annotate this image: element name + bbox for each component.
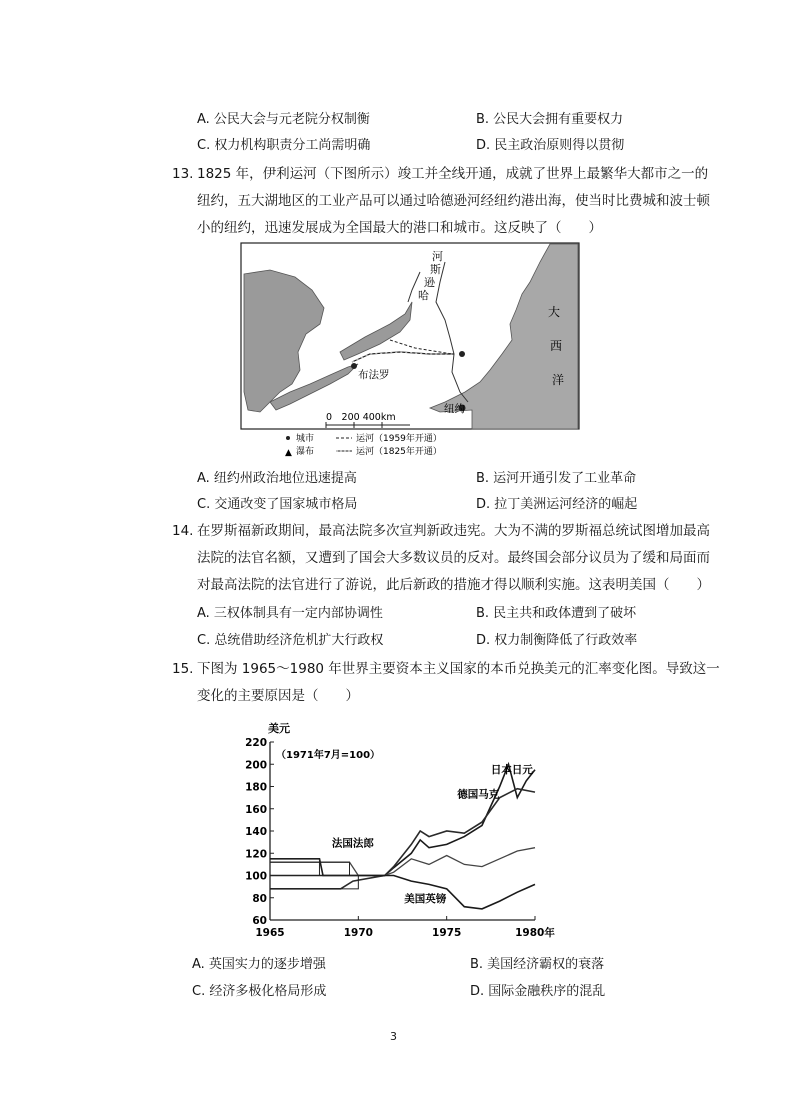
fixed-rate-box-2 [270, 862, 350, 875]
fixed-rate-box-1 [270, 859, 319, 876]
q13-option-a[interactable]: A. 纽约州政治地位迅速提高 [197, 471, 357, 486]
q13-line-1: 1825 年，伊利运河（下图所示）竣工并全线开通，成就了世界上最繁华大都市之一的 [197, 166, 709, 182]
chart-note: （1971年7月=100） [276, 750, 381, 761]
ocean-label-2: 西 [550, 339, 563, 353]
legend-falls: 瀑布 [296, 447, 315, 457]
q14-option-c[interactable]: C. 总统借助经济危机扩大行政权 [197, 633, 384, 648]
newyork-label: 纽约 [444, 403, 465, 415]
buffalo-label: 布法罗 [358, 369, 390, 381]
y-tick-label: 120 [245, 848, 267, 861]
q14-line-2: 法院的法官名额，又遭到了国会大多数议员的反对。最终国会部分议员为了缓和局面而 [197, 550, 710, 566]
y-tick-label: 140 [245, 826, 267, 838]
q13-option-b[interactable]: B. 运河开通引发了工业革命 [476, 471, 637, 486]
buffalo-dot [351, 363, 357, 369]
q14-option-d[interactable]: D. 权力制衡降低了行政效率 [476, 633, 638, 648]
series-label-2: 德国马克 [457, 788, 500, 801]
exchange-rate-chart [240, 720, 555, 948]
y-tick-label: 200 [245, 759, 267, 772]
q15-number: 15. [172, 661, 194, 677]
river-label-3: 逊 [424, 276, 435, 289]
q14-number: 14. [172, 523, 194, 539]
series-line-3 [270, 848, 535, 876]
legend-canal-1959: 运河（1959年开通） [356, 434, 442, 444]
q15-line-2: 变化的主要原因是（ ） [197, 688, 359, 704]
q12-option-a[interactable]: A. 公民大会与元老院分权制衡 [197, 112, 370, 127]
y-tick-label: 60 [252, 915, 267, 927]
q14-line-1: 在罗斯福新政期间，最高法院多次宣判新政违宪。大为不满的罗斯福总统试图增加最高 [197, 523, 710, 539]
q13-number: 13. [172, 166, 194, 182]
q15-option-c[interactable]: C. 经济多极化格局形成 [192, 984, 327, 999]
y-tick-label: 160 [245, 803, 267, 816]
q13-option-c[interactable]: C. 交通改变了国家城市格局 [197, 497, 358, 512]
series-label-3: 法国法郎 [331, 837, 374, 850]
ocean-label-3: 洋 [552, 373, 565, 387]
svg-text:▲: ▲ [285, 448, 292, 458]
x-tick-label: 1970 [343, 927, 373, 939]
scale-label: 0 200 400km [326, 412, 396, 423]
q13-option-d[interactable]: D. 拉丁美洲运河经济的崛起 [476, 497, 638, 512]
page-number: 3 [390, 1030, 397, 1043]
river-label-1: 河 [432, 250, 443, 263]
q13-line-3: 小的纽约，迅速发展成为全国最大的港口和城市。这反映了（ ） [197, 220, 602, 236]
river-label-2: 斯 [430, 263, 441, 276]
legend-canal-1825: 运河（1825年开通） [356, 447, 442, 457]
q12-option-d[interactable]: D. 民主政治原则得以贯彻 [476, 138, 625, 153]
y-axis-label: 美元 [268, 722, 290, 735]
legend-city: 城市 [296, 434, 315, 444]
y-tick-label: 80 [252, 892, 267, 905]
q12-option-c[interactable]: C. 权力机构职责分工尚需明确 [197, 138, 371, 153]
q15-option-b[interactable]: B. 美国经济霸权的衰落 [470, 957, 605, 972]
q13-line-2: 纽约，五大湖地区的工业产品可以通过哈德逊河经纽约港出海，使当时比费城和波士顿 [197, 193, 710, 209]
x-tick-label: 1975 [432, 927, 462, 939]
ocean-label-1: 大 [548, 305, 561, 319]
q14-option-a[interactable]: A. 三权体制具有一定内部协调性 [197, 606, 383, 621]
x-tick-label: 1980年 [515, 927, 555, 939]
y-tick-label: 180 [245, 781, 267, 794]
y-tick-label: 100 [245, 870, 267, 883]
river-label-4: 哈 [418, 289, 429, 302]
series-line-2 [270, 789, 535, 889]
y-tick-label: 220 [245, 737, 267, 749]
q15-option-d[interactable]: D. 国际金融秩序的混乱 [470, 984, 606, 999]
erie-canal-map [240, 242, 585, 464]
q15-option-a[interactable]: A. 英国实力的逐步增强 [192, 957, 326, 972]
q14-line-3: 对最高法院的法官进行了游说，此后新政的措施才得以顺利实施。这表明美国（ ） [197, 577, 710, 593]
series-label-4: 美国英镑 [404, 893, 447, 906]
q14-option-b[interactable]: B. 民主共和政体遭到了破坏 [476, 606, 637, 621]
x-tick-label: 1965 [255, 927, 285, 939]
q15-line-1: 下图为 1965～1980 年世界主要资本主义国家的本币兑换美元的汇率变化图。导致这一 [197, 661, 720, 677]
series-label-1: 日本日元 [490, 764, 533, 777]
q12-option-b[interactable]: B. 公民大会拥有重要权力 [476, 112, 624, 127]
